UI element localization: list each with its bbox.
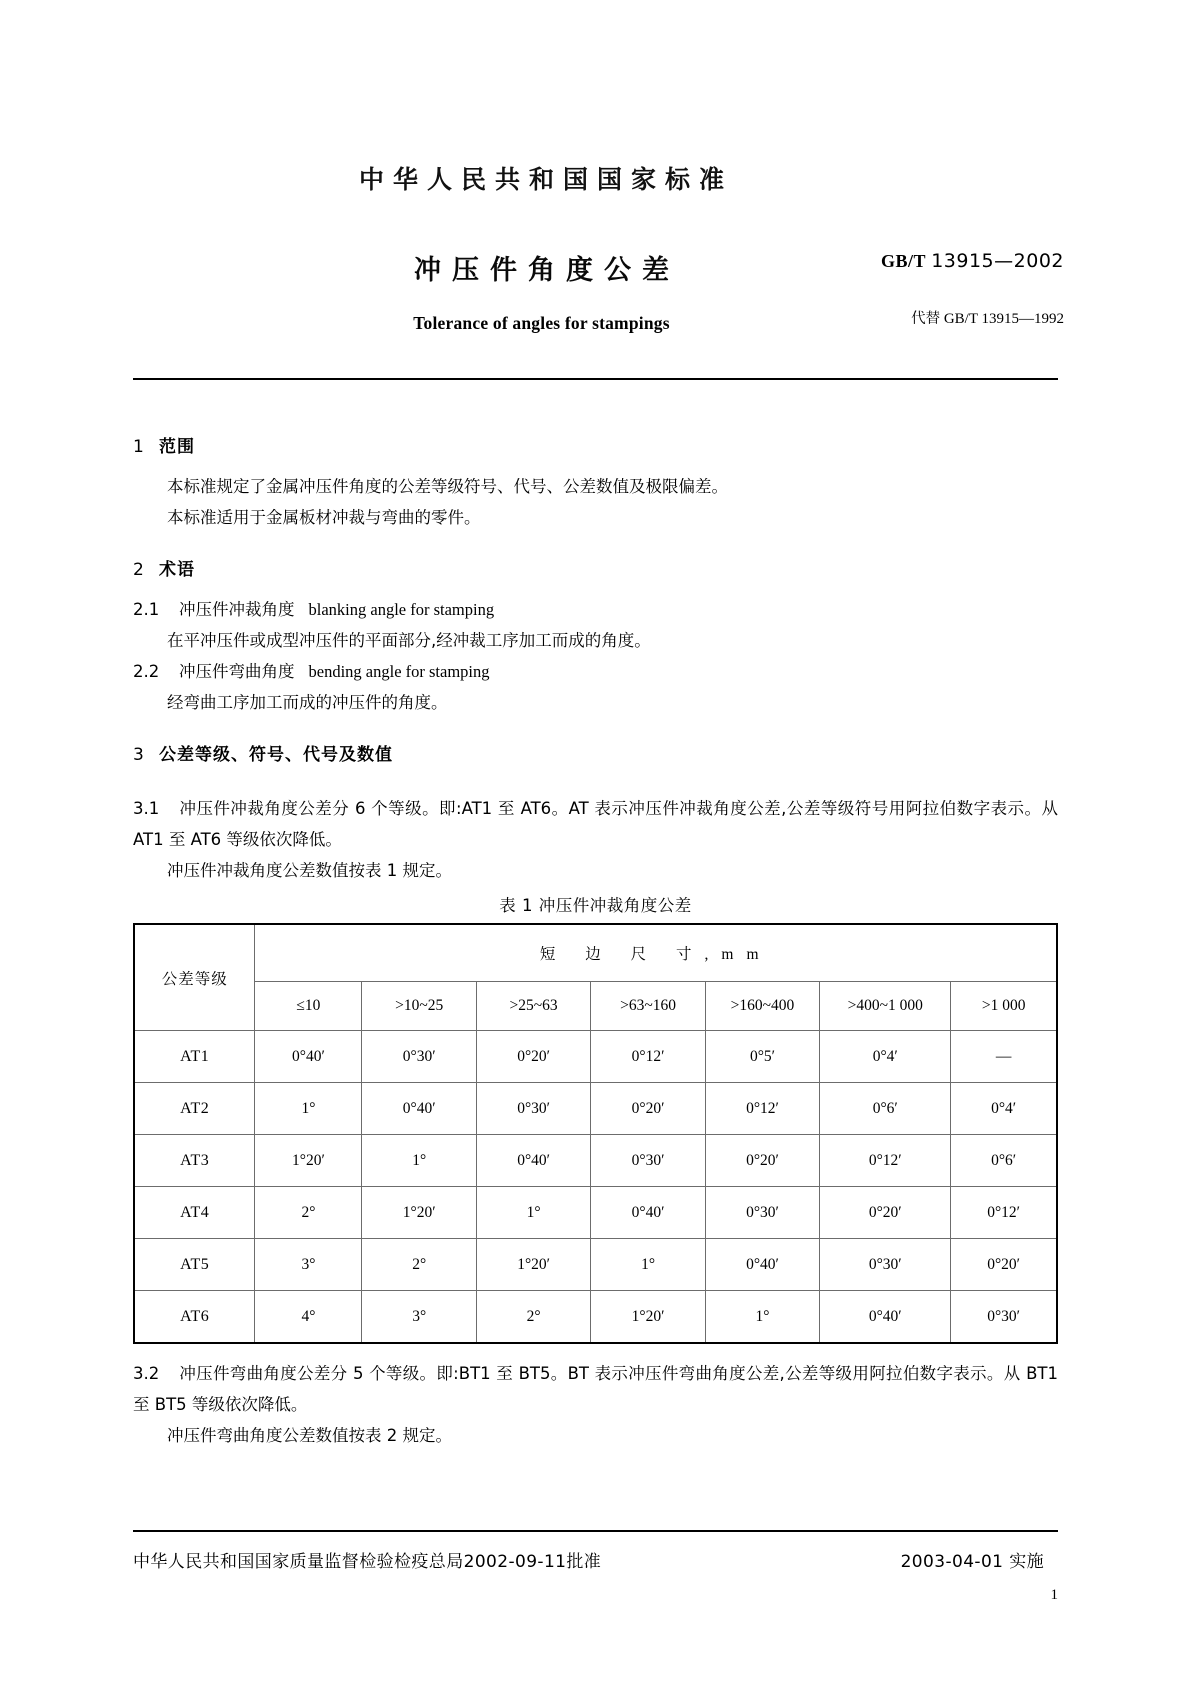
section-3-heading [133,740,1058,765]
term-2-2-label-cn: 冲压件弯曲角度 [179,662,295,681]
table-1-value-cell: 0°20′ [705,1135,819,1187]
table-1-value-cell: 3° [362,1291,476,1344]
term-2-2-label-en: bending angle for stamping [308,662,490,681]
table-1-value-cell: 1°20′ [591,1291,705,1344]
table-row [134,1187,1057,1239]
table-1-value-cell: 1°20′ [362,1187,476,1239]
table-1-value-cell: 2° [476,1291,590,1344]
standard-code-number: 13915—2002 [931,250,1064,272]
section-1-number: 1 [133,437,144,457]
table-1-value-cell: 0°40′ [820,1291,951,1344]
section-1-paragraph-1: 本标准规定了金属冲压件角度的公差等级符号、代号、公差数值及极限偏差。 [167,477,728,496]
table-1-value-cell: 0°12′ [591,1031,705,1083]
table-1-value-cell: 0°5′ [705,1031,819,1083]
table-1-value-cell: 0°6′ [820,1083,951,1135]
table-1-value-cell: 0°4′ [951,1083,1057,1135]
footer-approval-text: 中华人民共和国国家质量监督检验检疫总局2002-09-11批准 [133,1552,602,1572]
table-1-value-cell: — [951,1031,1057,1083]
section-2-title: 术语 [159,560,195,580]
table-1-col-header: ≤10 [255,982,362,1031]
term-2-2-heading [133,656,1058,687]
standard-code-prefix: GB/T [880,251,926,271]
national-standard-line: 中华人民共和国国家标准 [358,165,733,194]
table-1-span-header: 短 边 尺 寸,mm [255,924,1057,982]
table-1-value-cell: 2° [255,1187,362,1239]
section-3-title: 公差等级、符号、代号及数值 [159,745,393,765]
table-1-value-cell: 0°40′ [591,1187,705,1239]
section-1-heading [133,432,1058,457]
section-2-number: 2 [133,560,144,580]
table-1-col-header: >10~25 [362,982,476,1031]
clause-3-2 [133,1358,1058,1420]
page-number: 1 [1050,1587,1058,1603]
table-row [134,1031,1057,1083]
table-1-col-header: >400~1 000 [820,982,951,1031]
table-1-value-cell: 0°6′ [951,1135,1057,1187]
table-1-col-header: >1 000 [951,982,1057,1031]
table-1-value-cell: 1° [255,1083,362,1135]
table-1-caption: 表 1 冲压件冲裁角度公差 [499,896,692,915]
term-2-1-definition: 在平冲压件或成型冲压件的平面部分,经冲裁工序加工而成的角度。 [167,631,651,650]
table-row [134,1083,1057,1135]
clause-3-1-number: 3.1 [133,799,160,818]
footer-effective-date: 2003-04-01 实施 [900,1552,1044,1572]
table-1-grade-cell: AT3 [134,1135,255,1187]
document-title-en: Tolerance of angles for stampings [413,313,670,333]
table-1-grade-cell: AT6 [134,1291,255,1344]
clause-3-1-note: 冲压件冲裁角度公差数值按表 1 规定。 [167,861,452,880]
table-1-grade-header: 公差等级 [134,924,255,1031]
table-1-value-cell: 0°20′ [951,1239,1057,1291]
table-1-value-cell: 4° [255,1291,362,1344]
page-footer [133,1547,1058,1572]
table-1-value-cell: 1°20′ [476,1239,590,1291]
document-body [133,432,1058,1451]
table-1-tolerance-values [133,923,1058,1344]
header-divider-rule [133,378,1058,380]
term-2-1-label-cn: 冲压件冲裁角度 [179,600,295,619]
table-1-value-cell: 0°4′ [820,1031,951,1083]
term-2-1-heading [133,594,1058,625]
table-1-value-cell: 1° [591,1239,705,1291]
table-1-value-cell: 3° [255,1239,362,1291]
clause-3-2-number: 3.2 [133,1364,160,1383]
replaces-code: GB/T 13915—1992 [943,311,1064,327]
table-1-value-cell: 0°20′ [820,1187,951,1239]
table-1-value-cell: 1°20′ [255,1135,362,1187]
table-1-col-header: >25~63 [476,982,590,1031]
table-1-value-cell: 1° [705,1291,819,1344]
section-1-title: 范围 [159,437,195,457]
clause-3-1-text: 冲压件冲裁角度公差分 6 个等级。即:AT1 至 AT6。AT 表示冲压件冲裁角度公差,公差等级符号用阿拉伯数字表示。从 AT1 至 AT6 等级依次降低。 [133,799,1058,849]
term-2-2-number: 2.2 [133,662,160,681]
term-2-2-definition: 经弯曲工序加工而成的冲压件的角度。 [167,693,448,712]
table-row [134,1135,1057,1187]
table-1-col-header: >160~400 [705,982,819,1031]
table-1-grade-cell: AT5 [134,1239,255,1291]
table-1-value-cell: 0°30′ [820,1239,951,1291]
table-1-value-cell: 0°20′ [591,1083,705,1135]
clause-3-2-text: 冲压件弯曲角度公差分 5 个等级。即:BT1 至 BT5。BT 表示冲压件弯曲角度公差,公差等级用阿拉伯数字表示。从 BT1 至 BT5 等级依次降低。 [133,1364,1058,1414]
table-1-value-cell: 0°30′ [362,1031,476,1083]
term-2-1-label-en: blanking angle for stamping [308,600,495,619]
table-1-value-cell: 0°40′ [362,1083,476,1135]
document-title-cn: 冲压件角度公差 [414,255,680,286]
table-1-value-cell: 2° [362,1239,476,1291]
table-row [134,1291,1057,1344]
table-row [134,1239,1057,1291]
table-1-value-cell: 0°12′ [951,1187,1057,1239]
table-1-value-cell: 0°12′ [705,1083,819,1135]
table-1-value-cell: 1° [476,1187,590,1239]
table-1-value-cell: 0°40′ [476,1135,590,1187]
clause-3-2-note: 冲压件弯曲角度公差数值按表 2 规定。 [167,1426,452,1445]
table-1-grade-cell: AT4 [134,1187,255,1239]
table-1-value-cell: 0°30′ [951,1291,1057,1344]
table-1-value-cell: 0°40′ [705,1239,819,1291]
section-3-number: 3 [133,745,144,765]
term-2-1-number: 2.1 [133,600,160,619]
table-1-col-header: >63~160 [591,982,705,1031]
table-1-value-cell: 0°40′ [255,1031,362,1083]
section-1-paragraph-2: 本标准适用于金属板材冲裁与弯曲的零件。 [167,508,481,527]
standard-replaces [911,307,1064,328]
table-1-header-row-2 [134,982,1057,1031]
table-1-value-cell: 0°12′ [820,1135,951,1187]
masthead [0,160,1191,334]
table-1-grade-cell: AT1 [134,1031,255,1083]
table-1-header-row-1 [134,924,1057,982]
table-1-value-cell: 0°20′ [476,1031,590,1083]
table-1-grade-cell: AT2 [134,1083,255,1135]
table-1-value-cell: 0°30′ [476,1083,590,1135]
table-1-value-cell: 0°30′ [705,1187,819,1239]
replaces-label: 代替 [911,311,941,327]
footer-divider-rule [133,1530,1058,1532]
standard-code [881,250,1064,273]
table-1-value-cell: 1° [362,1135,476,1187]
section-2-heading [133,555,1058,580]
clause-3-1 [133,793,1058,855]
table-1-value-cell: 0°30′ [591,1135,705,1187]
